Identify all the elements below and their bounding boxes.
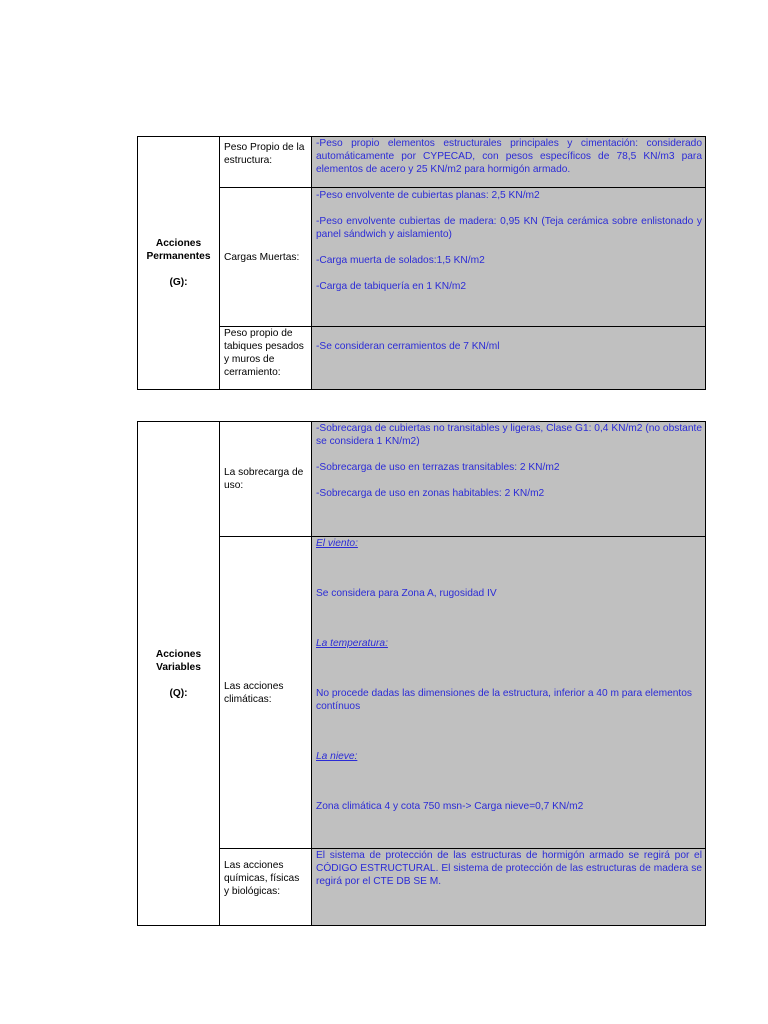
row-label: Las acciones químicas, físicas y biológicas: xyxy=(220,849,312,926)
row-content: -Peso envolvente de cubiertas planas: 2,5 KN/m2 -Peso envolvente cubiertas de madera: 0,95 KN (Teja cerámica sobre enlistonado y panel sándwich y aislamiento) -Carga muerta de solados:1,5 KN/m2 -Carga de tabiquería en 1 KN/m2 xyxy=(312,188,706,327)
row-content: -Peso propio elementos estructurales principales y cimentación: considerado automáticamente por CYPECAD, con pesos específicos de 78,5 KN/m3 para elementos de acero y 25 KN/m2 para hormigón armado. xyxy=(312,137,706,188)
row-label: Peso propio de tabiques pesados y muros de cerramiento: xyxy=(220,327,312,390)
table-row xyxy=(138,188,706,327)
snow-text: Zona climática 4 y cota 750 msn-> Carga nieve=0,7 KN/m2 xyxy=(316,801,584,812)
acciones-permanentes-table xyxy=(137,136,706,390)
wind-heading: El viento: xyxy=(316,538,358,549)
group-cell xyxy=(138,137,220,390)
row-content: -Sobrecarga de cubiertas no transitables y ligeras, Clase G1: 0,4 KN/m2 (no obstante se considera 1 KN/m2) -Sobrecarga de uso en terrazas transitables: 2 KN/m2 -Sobrecarga de uso en zonas habitables: 2 KN/m2 xyxy=(312,422,706,537)
group-cell xyxy=(138,422,220,926)
table-row xyxy=(138,137,706,188)
table-row xyxy=(138,327,706,390)
acciones-variables-table xyxy=(137,421,706,926)
temperature-text: No procede dadas las dimensiones de la estructura, inferior a 40 m para elementos contínuos xyxy=(316,688,693,712)
group-code: (Q): xyxy=(169,687,188,699)
group-name: Acciones Variables xyxy=(155,648,202,673)
row-content: -Se consideran cerramientos de 7 KN/ml xyxy=(312,327,706,390)
group-code: (G): xyxy=(169,277,188,288)
row-content: El sistema de protección de las estructuras de hormigón armado se regirá por el CÓDIGO ESTRUCTURAL. El sistema de protección de las estructuras de madera se regirá por el CTE DB SE M. xyxy=(312,849,706,926)
table-row xyxy=(138,422,706,537)
table-row xyxy=(138,537,706,849)
group-name: Acciones Permanentes xyxy=(146,238,211,262)
climatic-content xyxy=(312,537,706,849)
wind-text: Se considera para Zona A, rugosidad IV xyxy=(316,588,497,599)
row-label: Cargas Muertas: xyxy=(220,188,312,327)
row-label: Las acciones climáticas: xyxy=(220,537,312,849)
table-row xyxy=(138,849,706,926)
temperature-heading: La temperatura: xyxy=(316,638,388,649)
row-label: Peso Propio de la estructura: xyxy=(220,137,312,188)
snow-heading: La nieve: xyxy=(316,751,358,762)
row-label: La sobrecarga de uso: xyxy=(220,422,312,537)
